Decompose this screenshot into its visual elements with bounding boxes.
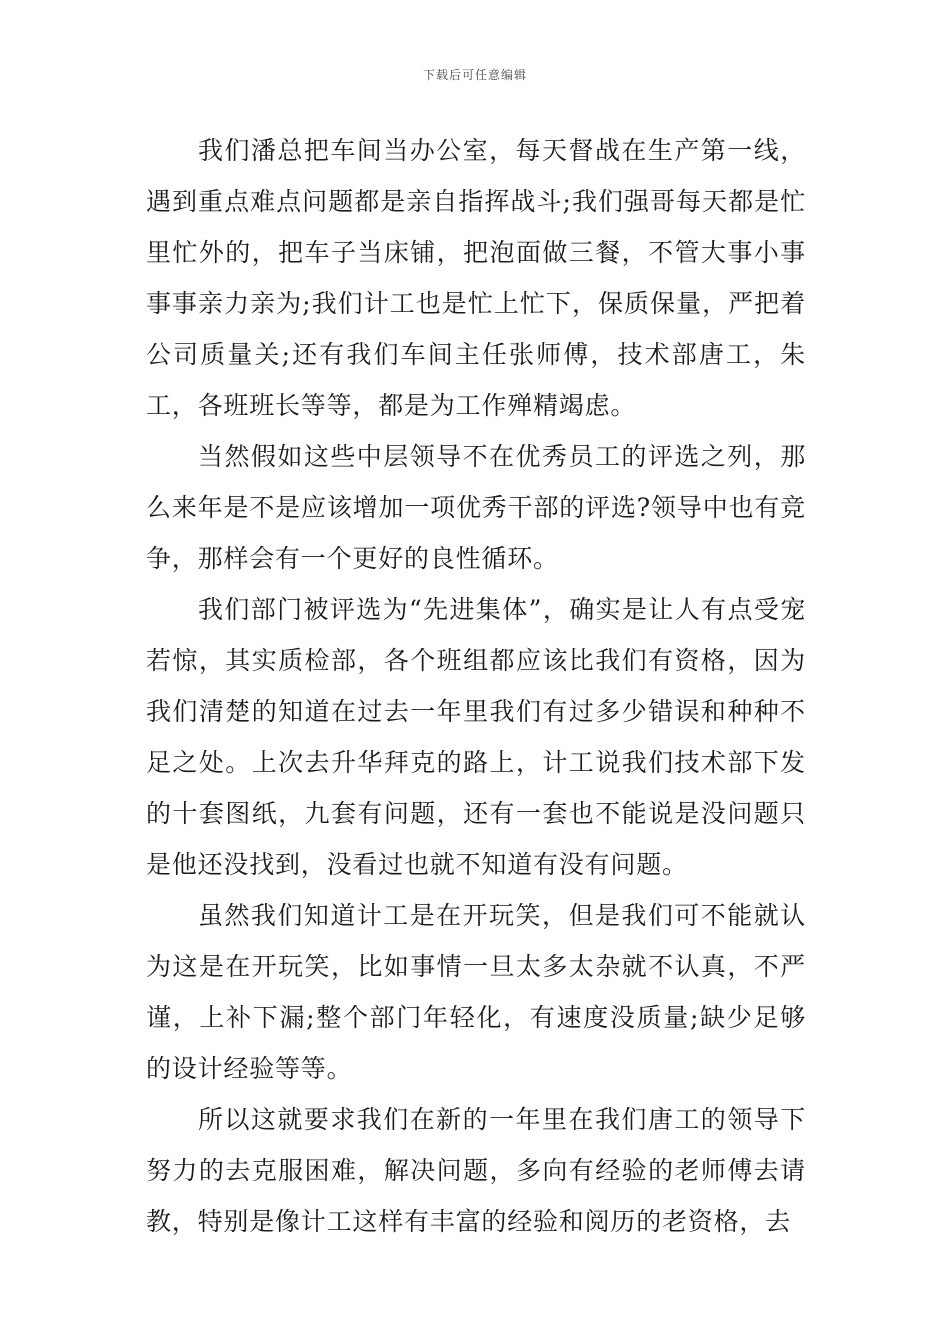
paragraph-1: 我们潘总把车间当办公室，每天督战在生产第一线，遇到重点难点问题都是亲自指挥战斗;我们强哥每天都是忙里忙外的，把车子当床铺，把泡面做三餐，不管大事小事事事亲力亲为;我们计工也是忙上忙下，保质保量，严把着公司质量关;还有我们车间主任张师傅，技术部唐工，朱工，各班班长等等，都是为工作殚精竭虑。 bbox=[146, 136, 806, 420]
document-body bbox=[146, 125, 806, 1247]
paragraph-3: 我们部门被评选为“先进集体”，确实是让人有点受宠若惊，其实质检部，各个班组都应该比我们有资格，因为我们清楚的知道在过去一年里我们有过多少错误和种种不足之处。上次去升华拜克的路上，计工说我们技术部下发的十套图纸，九套有问题，还有一套也不能说是没问题只是他还没找到，没看过也就不知道有没有问题。 bbox=[146, 595, 806, 879]
paragraph-2: 当然假如这些中层领导不在优秀员工的评选之列，那么来年是不是应该增加一项优秀干部的评选?领导中也有竞争，那样会有一个更好的良性循环。 bbox=[146, 442, 806, 573]
paragraph-4: 虽然我们知道计工是在开玩笑，但是我们可不能就认为这是在开玩笑，比如事情一旦太多太杂就不认真，不严谨，上补下漏;整个部门年轻化，有速度没质量;缺少足够的设计经验等等。 bbox=[146, 901, 806, 1083]
page-header: 下载后可任意编辑 bbox=[422, 68, 527, 82]
paragraph-5: 所以这就要求我们在新的一年里在我们唐工的领导下努力的去克服困难，解决问题，多向有经验的老师傅去请教，特别是像计工这样有丰富的经验和阅历的老资格，去 bbox=[146, 1105, 806, 1236]
